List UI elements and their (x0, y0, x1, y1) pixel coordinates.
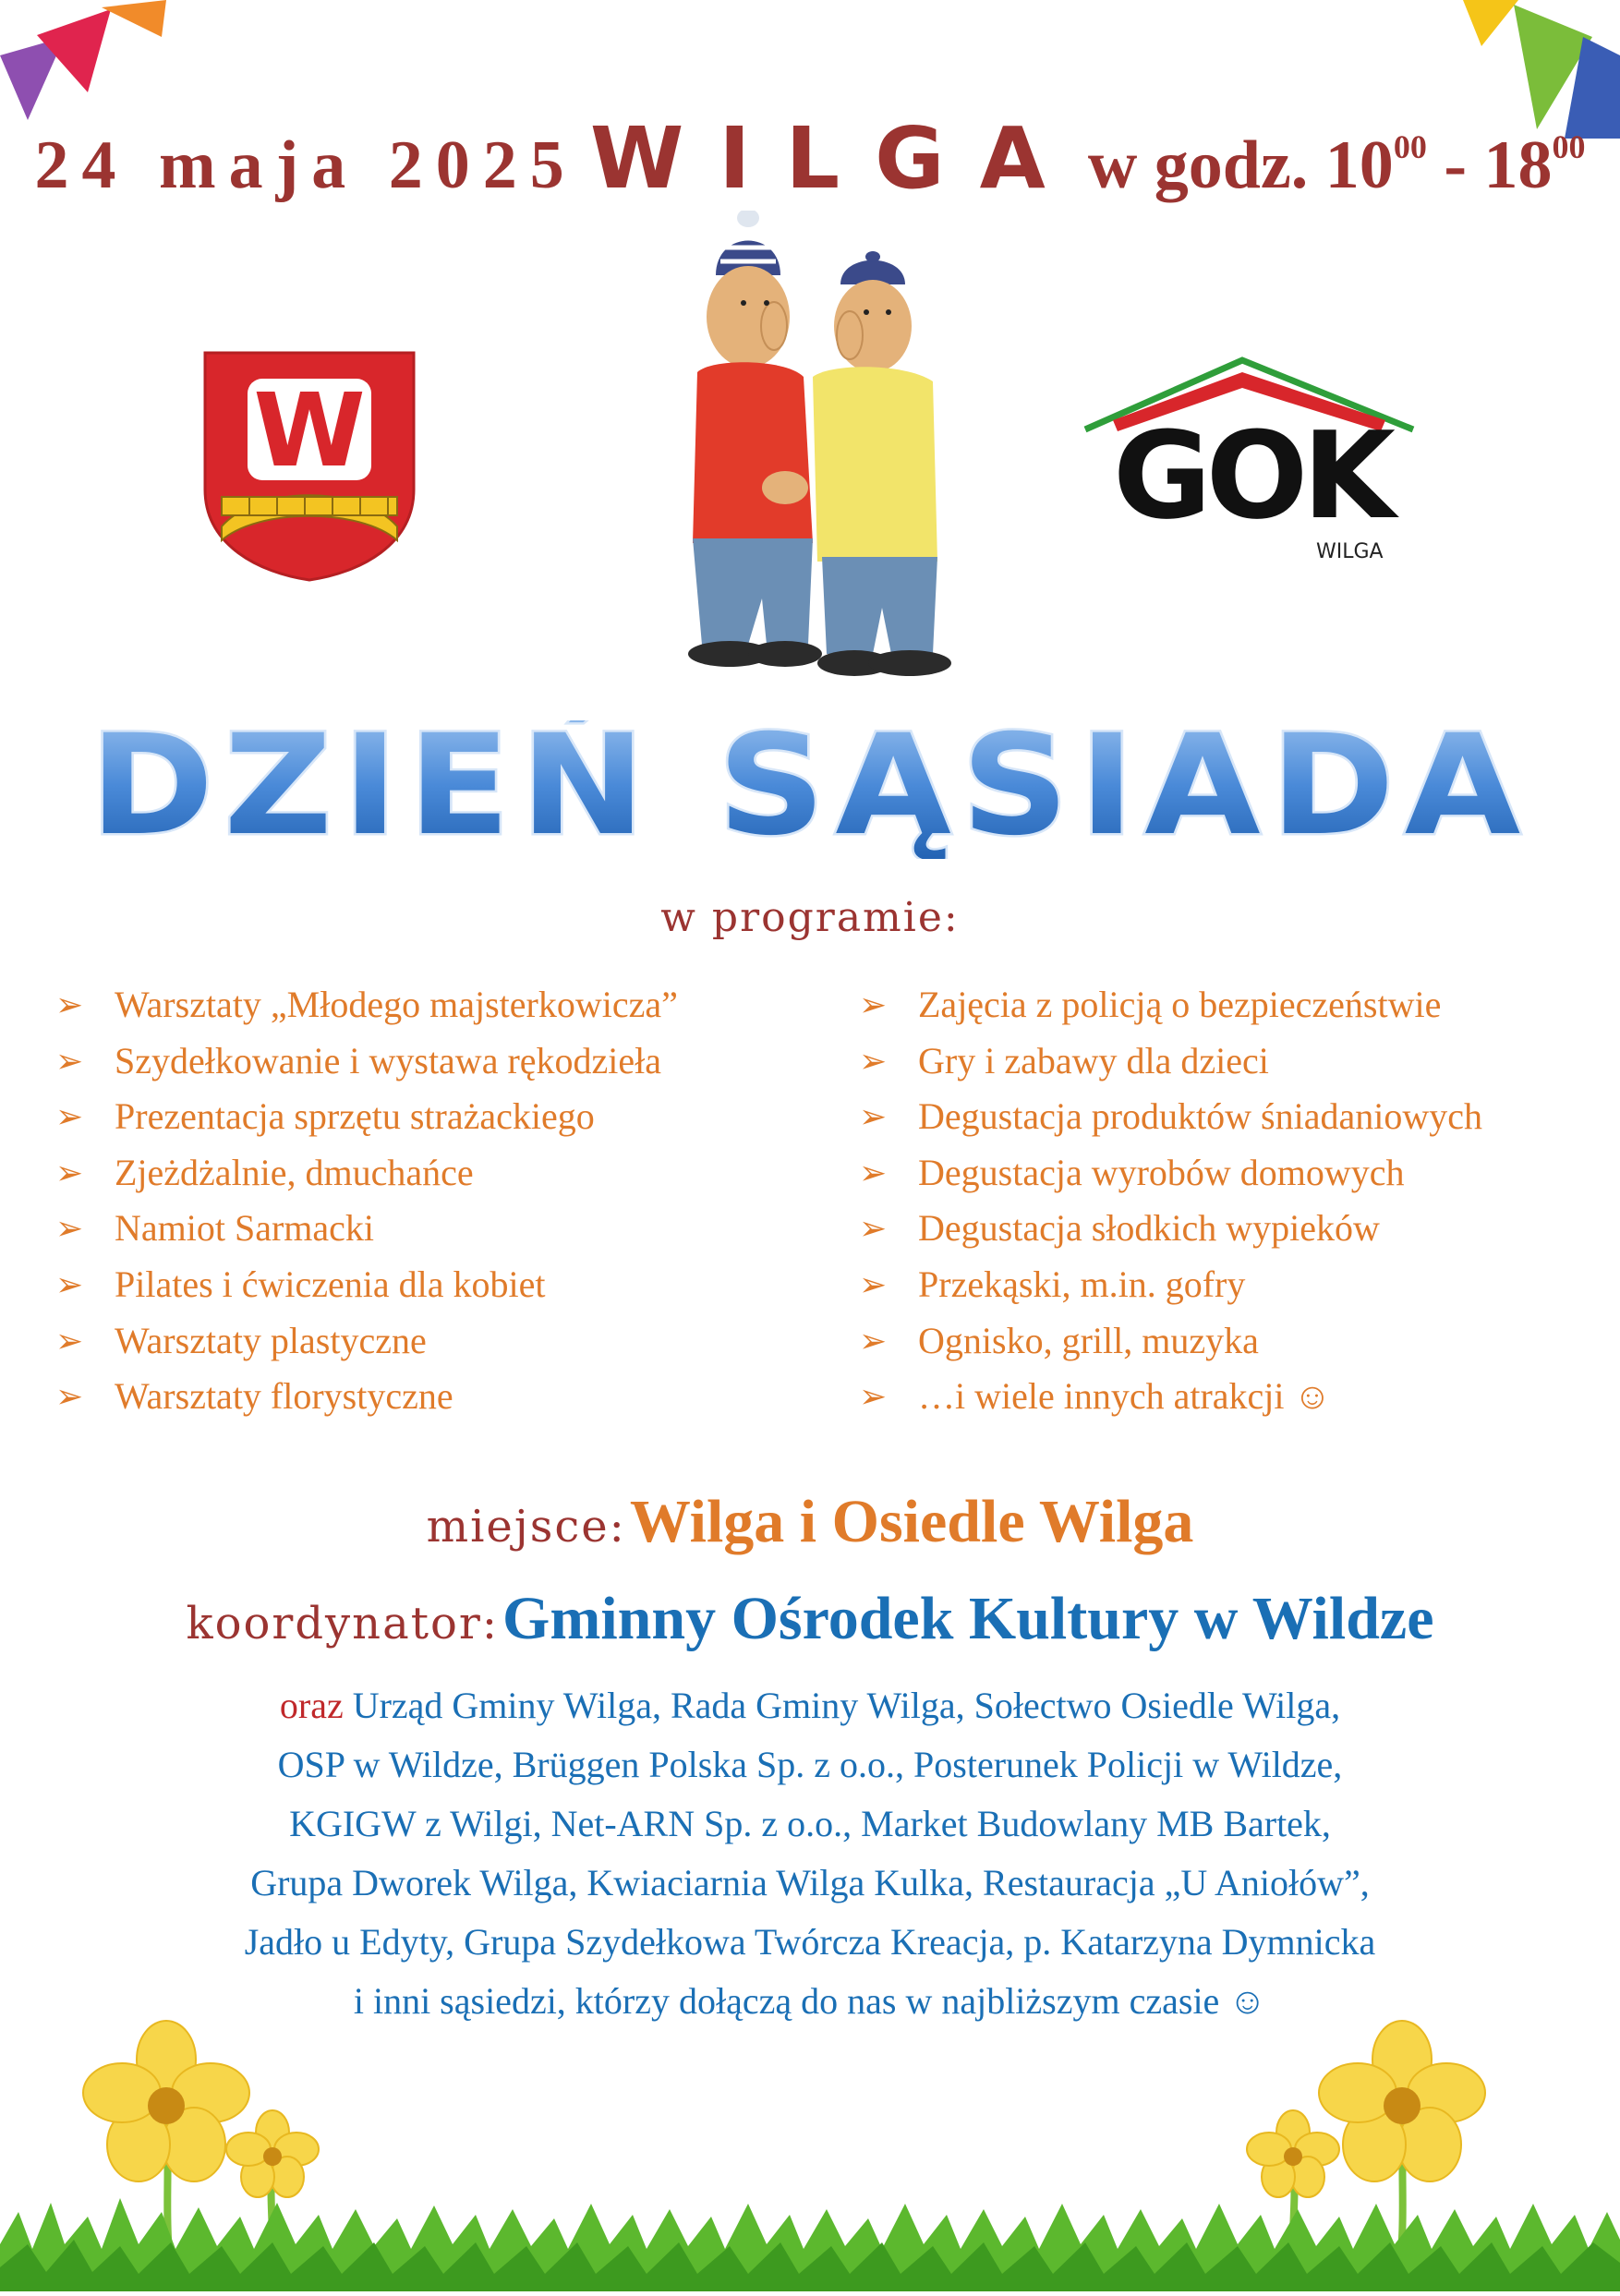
event-title-text: DZIEŃ SĄSIADA (90, 720, 1423, 859)
list-item: ➢ Warsztaty florystyczne (55, 1369, 678, 1425)
pat-and-mat-figures (628, 211, 997, 700)
list-item: ➢ Pilates i ćwiczenia dla kobiet (55, 1257, 678, 1313)
list-item: ➢ Przekąski, m.in. gofry (859, 1257, 1482, 1313)
arrow-bullet-icon: ➢ (55, 986, 84, 1023)
list-item: ➢ Namiot Sarmacki (55, 1201, 678, 1257)
list-item: ➢ Gry i zabawy dla dzieci (859, 1033, 1482, 1090)
list-item: ➢ Degustacja produktów śniadaniowych (859, 1089, 1482, 1145)
arrow-bullet-icon: ➢ (55, 1042, 84, 1080)
place-label: miejsce: (426, 1501, 626, 1553)
gok-subtext: WILGA (1316, 540, 1384, 563)
list-item: ➢ Prezentacja sprzętu strażackiego (55, 1089, 678, 1145)
list-item: ➢ Degustacja wyrobów domowych (859, 1145, 1482, 1202)
arrow-bullet-icon: ➢ (55, 1154, 84, 1191)
program-list-left (55, 977, 678, 1425)
list-item: ➢ Szydełkowanie i wystawa rękodzieła (55, 1033, 678, 1090)
arrow-bullet-icon: ➢ (55, 1265, 84, 1303)
list-item: ➢ Zjeżdżalnie, dmuchańce (55, 1145, 678, 1202)
event-hours: w godz. $10^{00} - 18^{00}$ (1087, 127, 1586, 203)
partners-oraz: oraz (279, 1685, 344, 1726)
program-heading: w programie: (660, 894, 960, 941)
arrow-bullet-icon: ➢ (859, 1210, 888, 1248)
list-item: ➢ Warsztaty „Młodego majsterkowicza” (55, 977, 678, 1033)
partners-line: Jadło u Edyty, Grupa Szydełkowa Twórcza Kreacja, p. Katarzyna Dymnicka (244, 1921, 1376, 1963)
arrow-bullet-icon: ➢ (859, 1265, 888, 1303)
event-date-header (0, 109, 1620, 211)
list-item: ➢ Degustacja słodkich wypieków (859, 1201, 1482, 1257)
event-coordinator (0, 1584, 1620, 1654)
coordinator-label: koordynator: (186, 1598, 499, 1649)
partners-line: KGIGW z Wilgi, Net-ARN Sp. z o.o., Market Budowlany MB Bartek, (289, 1803, 1331, 1844)
crest-letter: W (253, 371, 366, 489)
gok-wilga-logo (1076, 356, 1427, 568)
partners-line: OSP w Wildze, Brüggen Polska Sp. z o.o., Posterunek Policji w Wildze, (277, 1744, 1343, 1785)
event-date: 24 maja 2025 (34, 127, 577, 203)
arrow-bullet-icon: ➢ (55, 1098, 84, 1136)
program-list-right (859, 977, 1482, 1425)
flowers-grass-decoration (0, 2013, 1620, 2291)
arrow-bullet-icon: ➢ (859, 1322, 888, 1359)
wilga-coat-of-arms (203, 351, 416, 582)
arrow-bullet-icon: ➢ (859, 1154, 888, 1191)
arrow-bullet-icon: ➢ (55, 1378, 84, 1416)
list-item: ➢ …i wiele innych atrakcji ☺ (859, 1369, 1482, 1425)
partners-line: Grupa Dworek Wilga, Kwiaciarnia Wilga Kulka, Restauracja „U Aniołów”, (250, 1862, 1370, 1903)
arrow-bullet-icon: ➢ (859, 1042, 888, 1080)
arrow-bullet-icon: ➢ (859, 1098, 888, 1136)
partners-line: oraz Urząd Gminy Wilga, Rada Gminy Wilga, Sołectwo Osiedle Wilga, (279, 1685, 1341, 1726)
arrow-bullet-icon: ➢ (55, 1210, 84, 1248)
partners-list (55, 1676, 1565, 2031)
event-town: WILGA (589, 109, 1081, 208)
list-item: ➢ Warsztaty plastyczne (55, 1313, 678, 1370)
arrow-bullet-icon: ➢ (859, 986, 888, 1023)
partners-line: i inni sąsiedzi, którzy dołączą do nas w najbliższym czasie ☺ (353, 1980, 1267, 2022)
event-title (0, 720, 1620, 859)
arrow-bullet-icon: ➢ (55, 1322, 84, 1359)
event-place (0, 1487, 1620, 1557)
place-value: Wilga i Osiedle Wilga (629, 1488, 1194, 1555)
coordinator-value: Gminny Ośrodek Kultury w Wildze (502, 1585, 1434, 1652)
list-item: ➢ Zajęcia z policją o bezpieczeństwie (859, 977, 1482, 1033)
gok-text: GOK (1113, 405, 1390, 546)
arrow-bullet-icon: ➢ (859, 1378, 888, 1416)
list-item: ➢ Ognisko, grill, muzyka (859, 1313, 1482, 1370)
